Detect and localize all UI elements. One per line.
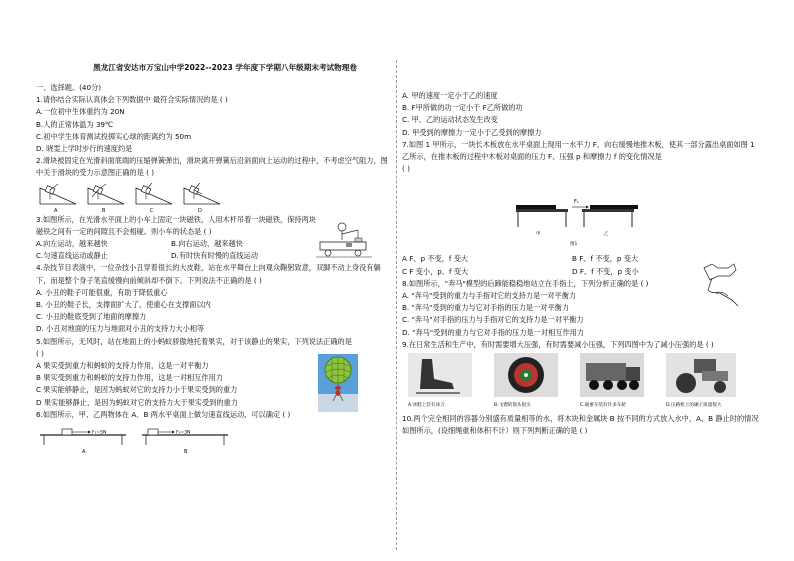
q7-figure xyxy=(512,189,642,249)
q7-table-jia xyxy=(516,205,568,227)
q5-option-a: A 果实受到重力和蚂蚁的支持力作用，这是一对平衡力 xyxy=(36,361,209,371)
q3-option-d: D.有时快有时慢的直线运动 xyxy=(171,251,258,261)
q9-picture-b-dart xyxy=(494,353,558,397)
q4-option-a: A. 小丑的鞋子可能很重，有助于降低重心 xyxy=(36,287,168,297)
q9-caption-c: C.载重车装有许多车轮 xyxy=(580,403,627,409)
q6-label-b: B xyxy=(184,449,188,456)
q6-label-a: A xyxy=(82,449,86,456)
q9-caption-a: A.冰鞋上装有冰刀 xyxy=(408,403,445,409)
question-5: 5.如图所示，无风时，站在地面上的小蚂蚁骄傲地托着果实，对于该静止的果实，下列说法正确的是 xyxy=(36,336,352,346)
q8-option-a: A. "奔马"受到的重力与手指对它的支持力是一对平衡力 xyxy=(402,291,577,301)
q2-incline-a xyxy=(40,184,76,204)
q4-option-c: C. 小丑的鞋底受到了地面的摩擦力 xyxy=(36,312,147,322)
q8-horse-figure xyxy=(698,260,742,308)
q6-option-b: B. F甲所做的功一定小于 F乙所做的功 xyxy=(402,103,523,113)
q9-caption-d: D.压路机上的碾子质量很大 xyxy=(666,403,722,409)
q4-option-b: B. 小丑的鞋子长，支撑面扩大了，使重心在支撑面以内 xyxy=(36,300,211,310)
q9-pictures xyxy=(402,351,764,413)
q6-option-d: D. 甲受到的摩擦力一定小于乙受到的摩擦力 xyxy=(402,127,542,137)
q9-pictures-svg xyxy=(402,353,762,411)
q2-incline-c xyxy=(136,183,172,204)
q2-inclines-svg xyxy=(36,180,236,214)
question-7: 7.如图 1 甲所示，一块长木板放在水平桌面上现用一水平力 F，向右缓慢地推木板，使其一部分露出桌面如图 1 乙所示，在推木板的过程中木板对桌面的压力 F、压强 p 和摩擦力 f 的变化情况是 xyxy=(402,139,755,162)
q6-force-a: F₁=5N xyxy=(92,430,107,436)
q3-options-row-2 xyxy=(36,250,306,262)
q7-force-label: F₁ xyxy=(574,199,579,206)
q1-option-d: D. 晓雯上学时步行的速度约是 xyxy=(36,144,133,154)
q6-force-b: F₂=3N xyxy=(176,430,191,436)
q7-table-yi xyxy=(572,199,638,227)
left-column xyxy=(36,82,392,459)
q5-ant-fruit-figure xyxy=(318,354,358,412)
q9-picture-a-skate xyxy=(408,353,472,397)
q7-option-c: C F 变小，p、f 变大 xyxy=(402,266,469,276)
q4-option-d: D. 小丑对地面的压力与地面对小丑的支持力大小相等 xyxy=(36,324,205,334)
q6-table-a xyxy=(40,429,126,455)
q7-blank: ( ) xyxy=(402,164,410,174)
q7-option-b: B F、f 不变，p 变大 xyxy=(572,254,639,264)
question-8: 8.如图所示，"奔马"模型的后蹄能稳稳地站立在手指上，下列分析正确的是 ( ) xyxy=(402,278,649,288)
right-column xyxy=(402,90,764,437)
q8-option-d: D. "奔马"受到的重力与它对手指的压力是一对相互作用力 xyxy=(402,327,585,337)
q7-option-a: A F、p 不变，f 变大 xyxy=(402,254,469,264)
q2-label-c: C xyxy=(150,207,154,214)
q7-label-yi: 乙 xyxy=(604,232,609,238)
q6-figure xyxy=(36,421,236,455)
q3-option-a: A.向左运动，越来越快 xyxy=(36,239,108,249)
q5-option-d: D 果实能够静止，是因为蚂蚁对它的支持力大于果实受到的重力 xyxy=(36,397,238,407)
q3-option-b: B.向右运动，越来越快 xyxy=(171,239,243,249)
q3-option-c: C.匀速直线运动或静止 xyxy=(36,251,108,261)
question-4: 4.杂技节目表演中，一位杂技小丑穿着很长的大皮鞋，站在水平舞台上向观众鞠躬致意，双脚不动上身没有躺下，而是整个身子笔直缓慢向前倾斜却不倒下。下列说法不正确的是 ( ) xyxy=(36,263,381,285)
q6-option-a: A. 甲的速度一定小于乙的速度 xyxy=(402,91,498,100)
q2-incline-b xyxy=(88,184,124,204)
q7-label-jia: 甲 xyxy=(536,232,541,238)
q2-label-a: A xyxy=(54,207,58,214)
q8-option-b: B. "奔马"受到的重力与它对手指的压力是一对平衡力 xyxy=(402,303,570,313)
q7-option-d: D F、f 不变，p 变小 xyxy=(572,266,639,276)
q1-option-c: C.初中学生体育测试投掷实心球的距离约为 50m xyxy=(36,131,192,141)
question-6: 6.如图所示，甲、乙两物体在 A、B 两水平桌面上做匀速直线运动，可以确定 ( ) xyxy=(36,409,291,419)
q6-option-c: C. 甲、乙的运动状态发生改变 xyxy=(402,115,498,125)
q3-cart-magnet-figure xyxy=(316,220,372,260)
question-9: 9.在日常生活和生产中，有时需要增大压强，有时需要减小压强，下列四图中为了减小压强的是 ( ) xyxy=(402,339,714,349)
exam-title: 黑龙江省安达市万宝山中学2022--2023 学年度下学期八年级期末考试物理卷 xyxy=(93,63,357,72)
q9-caption-b: B.飞镖的箭头很尖 xyxy=(494,403,531,409)
q1-option-b: B.人的正常体温为 39℃ xyxy=(36,119,114,129)
q8-option-c: C. "奔马"对手指的压力与手指对它的支持力是一对平衡力 xyxy=(402,315,584,325)
question-2: 2.滑块被固定在光滑斜面底端的压缩弹簧弹出，滑块离开弹簧后沿斜面向上运动的过程中，不考虑空气阻力，图中关于滑块的受力示意图正确的是 ( ) xyxy=(36,156,388,178)
q7-figure-caption: 图1 xyxy=(570,242,578,248)
q3-options-row-1 xyxy=(36,238,306,250)
question-10: 10.两个完全相同的容器分别盛有质量相等的水，将木块和金属块 B 按不同的方式放入水中，A、B 静止时的情况如图所示，(设细绳重和体积不计）则下列判断正确的是 ( ) xyxy=(402,414,759,436)
q9-picture-c-truck xyxy=(580,353,644,397)
q7-figure-box xyxy=(402,175,764,253)
q5-blank: ( ) xyxy=(36,348,44,358)
q1-option-a: A.一位初中生体重约为 20N xyxy=(36,107,125,117)
q7-options-row-1 xyxy=(402,253,742,265)
q2-label-d: D xyxy=(198,207,202,214)
q2-label-b: B xyxy=(102,207,106,214)
q2-figure xyxy=(36,180,392,214)
section-heading: 一、选择题。(40分) xyxy=(36,83,102,92)
q7-options-row-2 xyxy=(402,266,742,278)
question-3: 3.如图所示，在光滑水平面上的小车上固定一块磁铁，人用木杆吊着一块磁铁，保持两块磁铁之间有一定的间隙且不会相碰。则小车的状态是 ( ) xyxy=(36,214,316,236)
column-divider xyxy=(396,60,397,550)
q5-option-c: C 果实能够静止，是因为蚂蚁对它的支持力小于果实受到的重力 xyxy=(36,385,238,395)
question-1: 1.请你结合实际认真体会下列数据中 最符合实际情况的是 ( ) xyxy=(36,95,228,105)
q9-picture-d-roller xyxy=(666,353,736,397)
q5-option-b: B 果实受到重力和蚂蚁的支持力作用，这是一对相互作用力 xyxy=(36,373,223,383)
q2-incline-d xyxy=(184,183,220,204)
q6-table-b xyxy=(142,429,228,455)
